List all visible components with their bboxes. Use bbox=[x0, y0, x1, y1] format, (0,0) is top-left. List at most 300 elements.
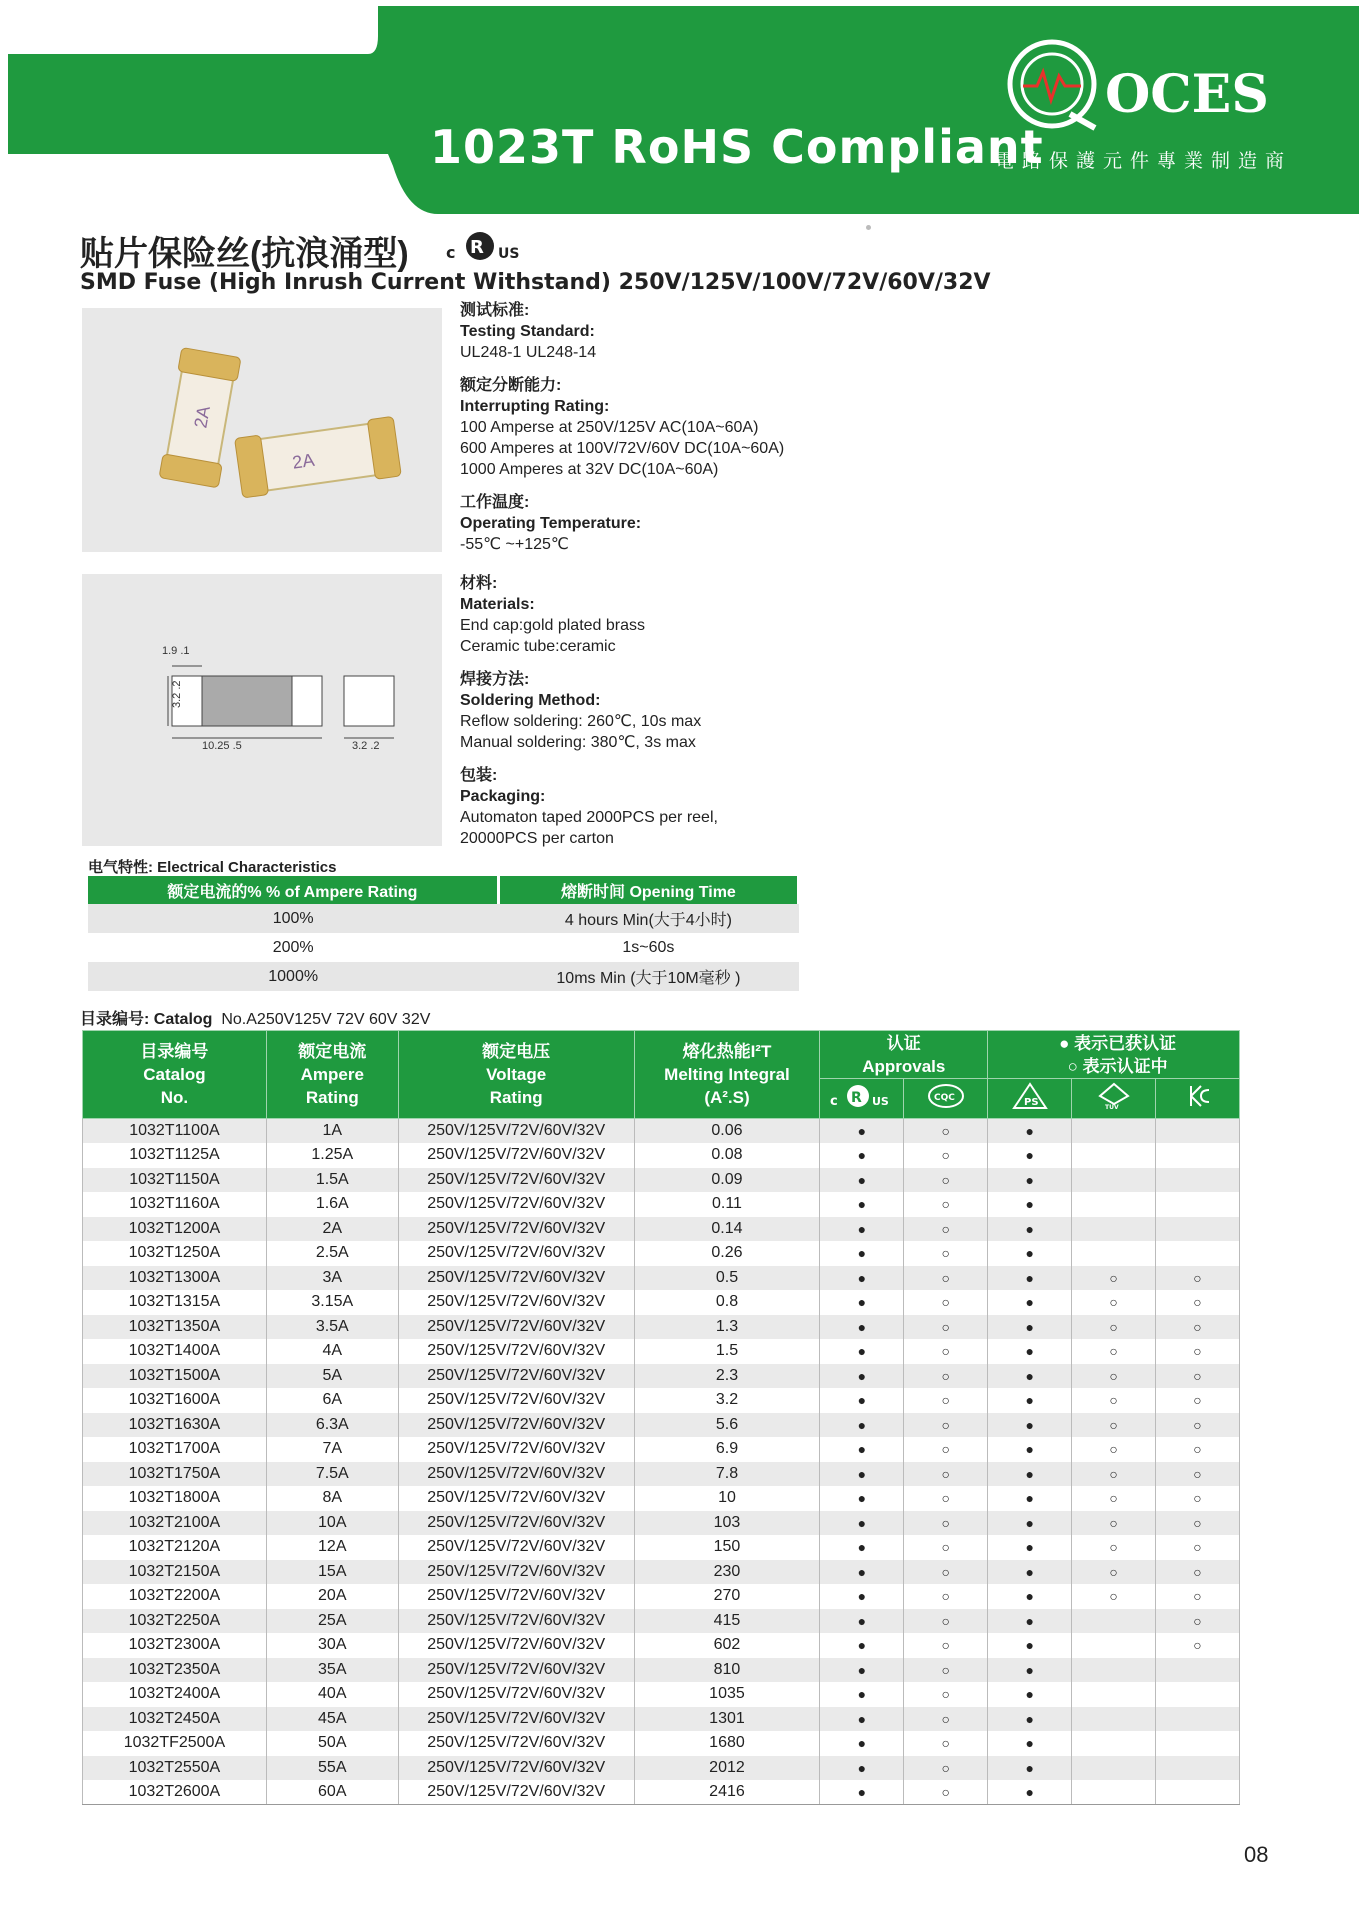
approval-mark: ● bbox=[820, 1315, 904, 1340]
table-cell: 0.09 bbox=[634, 1168, 820, 1193]
table-cell: 2416 bbox=[634, 1780, 820, 1805]
table-cell: 7.5A bbox=[266, 1462, 398, 1487]
table-cell: 45A bbox=[266, 1707, 398, 1732]
table-cell: 250V/125V/72V/60V/32V bbox=[398, 1560, 634, 1585]
approval-mark: ● bbox=[820, 1609, 904, 1634]
table-cell: 602 bbox=[634, 1633, 820, 1658]
oces-logo bbox=[1005, 36, 1305, 131]
approval-mark: ○ bbox=[904, 1535, 988, 1560]
header-catalog bbox=[83, 1031, 267, 1119]
approval-mark: ○ bbox=[1156, 1511, 1240, 1536]
table-cell: 1032T1400A bbox=[83, 1339, 267, 1364]
table-cell: 250V/125V/72V/60V/32V bbox=[398, 1413, 634, 1438]
table-cell: 0.14 bbox=[634, 1217, 820, 1242]
approval-mark: ○ bbox=[904, 1339, 988, 1364]
approval-mark bbox=[1072, 1682, 1156, 1707]
approval-mark: ● bbox=[988, 1707, 1072, 1732]
header-line: 认证 bbox=[886, 1033, 921, 1053]
spec-en: Packaging: bbox=[460, 788, 546, 805]
table-cell: 250V/125V/72V/60V/32V bbox=[398, 1584, 634, 1609]
dim-c: 10.25 .5 bbox=[202, 740, 242, 752]
approval-mark bbox=[1072, 1707, 1156, 1732]
electrical-table bbox=[88, 876, 800, 991]
approval-mark: ● bbox=[820, 1388, 904, 1413]
cell: 10ms Min (大于10M毫秒 ) bbox=[498, 962, 798, 991]
table-row bbox=[83, 1192, 1240, 1217]
approval-mark: ● bbox=[988, 1486, 1072, 1511]
approval-mark bbox=[1156, 1241, 1240, 1266]
approval-tuv-icon bbox=[1072, 1079, 1156, 1119]
approval-mark: ● bbox=[820, 1266, 904, 1291]
spec-materials bbox=[460, 573, 880, 657]
approval-mark: ○ bbox=[1156, 1437, 1240, 1462]
elec-header-rating: 额定电流的% % of Ampere Rating bbox=[88, 876, 498, 904]
table-cell: 250V/125V/72V/60V/32V bbox=[398, 1143, 634, 1168]
table-cell: 8A bbox=[266, 1486, 398, 1511]
table-cell: 40A bbox=[266, 1682, 398, 1707]
approval-mark: ● bbox=[988, 1119, 1072, 1144]
table-cell: 1032T2600A bbox=[83, 1780, 267, 1805]
table-cell: 1035 bbox=[634, 1682, 820, 1707]
approval-mark: ● bbox=[820, 1731, 904, 1756]
spec-en: Operating Temperature: bbox=[460, 515, 642, 532]
approval-mark: ○ bbox=[904, 1462, 988, 1487]
approval-mark: ● bbox=[988, 1633, 1072, 1658]
svg-text:US: US bbox=[871, 1094, 889, 1108]
approval-mark: ○ bbox=[904, 1609, 988, 1634]
table-row bbox=[83, 1217, 1240, 1242]
approval-mark: ● bbox=[820, 1535, 904, 1560]
table-cell: 6.9 bbox=[634, 1437, 820, 1462]
approval-mark: ○ bbox=[904, 1658, 988, 1683]
approval-mark: ○ bbox=[904, 1584, 988, 1609]
drawing-end-view bbox=[344, 676, 394, 726]
approval-mark: ○ bbox=[904, 1315, 988, 1340]
table-cell: 25A bbox=[266, 1609, 398, 1634]
table-cell: 250V/125V/72V/60V/32V bbox=[398, 1339, 634, 1364]
table-cell: 0.5 bbox=[634, 1266, 820, 1291]
table-cell: 1032T1150A bbox=[83, 1168, 267, 1193]
approval-mark: ○ bbox=[904, 1413, 988, 1438]
table-cell: 270 bbox=[634, 1584, 820, 1609]
table-cell: 3A bbox=[266, 1266, 398, 1291]
table-row bbox=[83, 1560, 1240, 1585]
table-cell: 1032T2450A bbox=[83, 1707, 267, 1732]
approval-mark: ● bbox=[988, 1192, 1072, 1217]
approval-mark: ● bbox=[988, 1658, 1072, 1683]
table-cell: 250V/125V/72V/60V/32V bbox=[398, 1290, 634, 1315]
table-cell: 7.8 bbox=[634, 1462, 820, 1487]
approval-mark bbox=[1072, 1241, 1156, 1266]
cell: 100% bbox=[88, 904, 498, 933]
catalog-line bbox=[80, 1006, 430, 1029]
table-row bbox=[83, 1633, 1240, 1658]
approval-pse-icon bbox=[988, 1079, 1072, 1119]
approval-mark: ○ bbox=[904, 1756, 988, 1781]
approval-mark: ○ bbox=[1072, 1486, 1156, 1511]
legend-pending: ○ 表示认证中 bbox=[1067, 1056, 1168, 1076]
table-row bbox=[83, 1290, 1240, 1315]
approval-mark: ● bbox=[988, 1462, 1072, 1487]
approval-mark bbox=[1156, 1658, 1240, 1683]
approval-mark: ○ bbox=[1156, 1364, 1240, 1389]
spec-en: Interrupting Rating: bbox=[460, 398, 610, 415]
svg-text:PS: PS bbox=[1023, 1096, 1039, 1108]
approval-mark: ● bbox=[820, 1658, 904, 1683]
header-ampere bbox=[266, 1031, 398, 1119]
header-approvals bbox=[820, 1031, 988, 1079]
table-cell: 1.3 bbox=[634, 1315, 820, 1340]
approval-mark: ○ bbox=[1072, 1388, 1156, 1413]
approval-mark: ● bbox=[988, 1756, 1072, 1781]
table-cell: 0.26 bbox=[634, 1241, 820, 1266]
cell: 200% bbox=[272, 938, 314, 956]
svg-text:US: US bbox=[498, 246, 520, 262]
approval-mark: ● bbox=[820, 1364, 904, 1389]
table-cell: 3.2 bbox=[634, 1388, 820, 1413]
fuse-label: 2A bbox=[190, 404, 214, 430]
approval-mark bbox=[1072, 1217, 1156, 1242]
table-cell: 250V/125V/72V/60V/32V bbox=[398, 1315, 634, 1340]
approval-mark: ● bbox=[988, 1413, 1072, 1438]
table-cell: 1032T1750A bbox=[83, 1462, 267, 1487]
table-cell: 1032T1500A bbox=[83, 1364, 267, 1389]
table-cell: 1032T2250A bbox=[83, 1609, 267, 1634]
table-row bbox=[83, 1609, 1240, 1634]
approval-mark: ○ bbox=[1156, 1266, 1240, 1291]
approval-mark: ● bbox=[820, 1462, 904, 1487]
approval-mark bbox=[1156, 1682, 1240, 1707]
spec-list bbox=[460, 300, 880, 861]
spec-cn: 额定分断能力: bbox=[460, 377, 562, 394]
approval-mark bbox=[1072, 1780, 1156, 1805]
table-cell: 250V/125V/72V/60V/32V bbox=[398, 1462, 634, 1487]
table-cell: 2.5A bbox=[266, 1241, 398, 1266]
approval-mark bbox=[1072, 1119, 1156, 1144]
table-cell: 1032T2150A bbox=[83, 1560, 267, 1585]
table-cell: 250V/125V/72V/60V/32V bbox=[398, 1486, 634, 1511]
table-row bbox=[88, 933, 799, 962]
table-row bbox=[83, 1658, 1240, 1683]
table-row bbox=[83, 1413, 1240, 1438]
approval-mark: ○ bbox=[1156, 1413, 1240, 1438]
approval-mark: ● bbox=[988, 1780, 1072, 1805]
cell: 1000% bbox=[88, 962, 498, 991]
approval-mark: ● bbox=[820, 1707, 904, 1732]
spec-line: -55℃ ~+125℃ bbox=[460, 536, 569, 553]
table-cell: 1032T1630A bbox=[83, 1413, 267, 1438]
spec-cn: 测试标准: bbox=[460, 302, 530, 319]
header-line: 额定电流 bbox=[298, 1042, 367, 1061]
approval-mark: ● bbox=[820, 1560, 904, 1585]
header-line: Approvals bbox=[862, 1056, 946, 1076]
approval-mark bbox=[1156, 1731, 1240, 1756]
table-row bbox=[88, 962, 799, 991]
table-cell: 250V/125V/72V/60V/32V bbox=[398, 1633, 634, 1658]
table-cell: 50A bbox=[266, 1731, 398, 1756]
table-row bbox=[83, 1315, 1240, 1340]
header-line: 目录编号 bbox=[140, 1042, 209, 1061]
spec-line: 100 Amperse at 250V/125V AC(10A~60A) bbox=[460, 419, 759, 436]
table-row bbox=[83, 1535, 1240, 1560]
drawing-body bbox=[202, 676, 292, 726]
table-cell: 1.25A bbox=[266, 1143, 398, 1168]
table-cell: 250V/125V/72V/60V/32V bbox=[398, 1437, 634, 1462]
table-cell: 250V/125V/72V/60V/32V bbox=[398, 1168, 634, 1193]
approval-mark: ● bbox=[820, 1486, 904, 1511]
product-photo bbox=[82, 308, 442, 552]
approval-mark: ● bbox=[988, 1437, 1072, 1462]
fuse-label-2: 2A bbox=[291, 449, 316, 473]
approval-mark: ● bbox=[820, 1437, 904, 1462]
table-cell: 250V/125V/72V/60V/32V bbox=[398, 1658, 634, 1683]
spec-en: Materials: bbox=[460, 596, 535, 613]
approval-mark: ● bbox=[820, 1217, 904, 1242]
table-cell: 1032T1160A bbox=[83, 1192, 267, 1217]
table-row bbox=[83, 1462, 1240, 1487]
approval-mark: ● bbox=[820, 1241, 904, 1266]
table-row bbox=[83, 1780, 1240, 1805]
catalog-value: No.A250V125V 72V 60V 32V bbox=[221, 1011, 431, 1028]
approval-mark: ● bbox=[988, 1315, 1072, 1340]
table-cell: 1032T1600A bbox=[83, 1388, 267, 1413]
approval-mark bbox=[1156, 1119, 1240, 1144]
header-line: Melting Integral bbox=[664, 1065, 790, 1084]
table-row bbox=[83, 1584, 1240, 1609]
table-row bbox=[88, 904, 799, 933]
approval-mark: ○ bbox=[904, 1364, 988, 1389]
approval-cul-icon bbox=[820, 1079, 904, 1119]
table-cell: 1032T1125A bbox=[83, 1143, 267, 1168]
spec-en: Testing Standard: bbox=[460, 323, 595, 340]
approval-mark: ○ bbox=[1156, 1535, 1240, 1560]
approval-mark: ● bbox=[988, 1339, 1072, 1364]
table-row bbox=[83, 1511, 1240, 1536]
approval-mark: ● bbox=[988, 1682, 1072, 1707]
table-row bbox=[83, 1119, 1240, 1144]
table-row bbox=[83, 1266, 1240, 1291]
approval-mark: ● bbox=[988, 1388, 1072, 1413]
spec-line: Manual soldering: 380℃, 3s max bbox=[460, 734, 696, 751]
elec-header-time: 熔断时间 Opening Time bbox=[498, 876, 798, 904]
drawing-cap-right bbox=[292, 676, 322, 726]
table-cell: 1A bbox=[266, 1119, 398, 1144]
spec-line: 600 Amperes at 100V/72V/60V DC(10A~60A) bbox=[460, 440, 785, 457]
spec-cn: 材料: bbox=[460, 575, 498, 592]
table-cell: 5.6 bbox=[634, 1413, 820, 1438]
table-cell: 1032T1100A bbox=[83, 1119, 267, 1144]
table-cell: 1032T1300A bbox=[83, 1266, 267, 1291]
table-cell: 3.5A bbox=[266, 1315, 398, 1340]
approval-mark bbox=[1072, 1756, 1156, 1781]
approval-mark: ● bbox=[820, 1143, 904, 1168]
table-row bbox=[83, 1682, 1240, 1707]
approval-mark: ○ bbox=[1156, 1388, 1240, 1413]
table-cell: 1032T2550A bbox=[83, 1756, 267, 1781]
approval-mark: ● bbox=[988, 1535, 1072, 1560]
dim-d: 3.2 .2 bbox=[352, 740, 380, 752]
product-title-cn: 贴片保险丝(抗浪涌型) bbox=[80, 235, 409, 273]
table-cell: 250V/125V/72V/60V/32V bbox=[398, 1682, 634, 1707]
svg-text:R: R bbox=[850, 1089, 862, 1106]
approval-mark: ● bbox=[988, 1290, 1072, 1315]
table-cell: 6.3A bbox=[266, 1413, 398, 1438]
approval-mark bbox=[1156, 1217, 1240, 1242]
table-cell: 10 bbox=[634, 1486, 820, 1511]
table-cell: 250V/125V/72V/60V/32V bbox=[398, 1241, 634, 1266]
approval-mark: ● bbox=[820, 1682, 904, 1707]
approval-mark: ○ bbox=[904, 1266, 988, 1291]
approval-mark: ● bbox=[988, 1241, 1072, 1266]
header-voltage bbox=[398, 1031, 634, 1119]
table-cell: 1301 bbox=[634, 1707, 820, 1732]
table-cell: 1032T1350A bbox=[83, 1315, 267, 1340]
table-cell: 60A bbox=[266, 1780, 398, 1805]
approval-mark: ○ bbox=[904, 1168, 988, 1193]
table-cell: 2.3 bbox=[634, 1364, 820, 1389]
table-cell: 10A bbox=[266, 1511, 398, 1536]
cul-us-icon bbox=[446, 230, 524, 262]
table-cell: 35A bbox=[266, 1658, 398, 1683]
legend-approved: ● 表示已获认证 bbox=[1059, 1033, 1177, 1053]
table-row bbox=[83, 1707, 1240, 1732]
brand-subtitle: 電路保護元件專業制造商 bbox=[995, 151, 1293, 172]
approval-kc-icon bbox=[1156, 1079, 1240, 1119]
table-cell: 1032T1700A bbox=[83, 1437, 267, 1462]
approval-mark bbox=[1072, 1731, 1156, 1756]
approval-mark: ○ bbox=[1156, 1609, 1240, 1634]
approval-mark: ○ bbox=[1072, 1315, 1156, 1340]
table-row bbox=[83, 1168, 1240, 1193]
approval-mark: ● bbox=[988, 1364, 1072, 1389]
header-line: Rating bbox=[305, 1088, 359, 1107]
approval-mark: ● bbox=[820, 1511, 904, 1536]
approval-mark: ○ bbox=[1072, 1413, 1156, 1438]
table-cell: 1032T2300A bbox=[83, 1633, 267, 1658]
dim-b: 3.2 .2 bbox=[171, 680, 183, 708]
header-line: Rating bbox=[489, 1088, 543, 1107]
approval-mark: ● bbox=[988, 1560, 1072, 1585]
table-cell: 103 bbox=[634, 1511, 820, 1536]
approval-mark: ○ bbox=[1072, 1511, 1156, 1536]
approval-mark bbox=[1072, 1609, 1156, 1634]
table-cell: 1032T2400A bbox=[83, 1682, 267, 1707]
table-cell: 1.6A bbox=[266, 1192, 398, 1217]
spec-interrupting-rating bbox=[460, 375, 880, 480]
spec-line: End cap:gold plated brass bbox=[460, 617, 646, 634]
table-cell: 1.5A bbox=[266, 1168, 398, 1193]
spec-soldering-method bbox=[460, 669, 880, 753]
product-title-en: SMD Fuse (High Inrush Current Withstand) 250V/125V/100V/72V/60V/32V bbox=[80, 270, 991, 295]
approval-mark: ○ bbox=[904, 1388, 988, 1413]
approval-mark: ● bbox=[820, 1192, 904, 1217]
spec-line: 1000 Amperes at 32V DC(10A~60A) bbox=[460, 461, 719, 478]
approval-mark: ○ bbox=[904, 1731, 988, 1756]
approval-mark: ● bbox=[820, 1119, 904, 1144]
table-cell: 1.5 bbox=[634, 1339, 820, 1364]
table-cell: 15A bbox=[266, 1560, 398, 1585]
header-line: Voltage bbox=[486, 1065, 547, 1084]
approval-mark: ○ bbox=[1072, 1462, 1156, 1487]
spec-line: Reflow soldering: 260℃, 10s max bbox=[460, 713, 702, 730]
spec-cn: 焊接方法: bbox=[460, 671, 530, 688]
approval-mark bbox=[1072, 1143, 1156, 1168]
approval-mark: ● bbox=[988, 1731, 1072, 1756]
approval-mark: ○ bbox=[1072, 1437, 1156, 1462]
spec-line: Automaton taped 2000PCS per reel, bbox=[460, 809, 718, 826]
approval-cqc-icon bbox=[904, 1079, 988, 1119]
svg-text:R: R bbox=[470, 237, 484, 258]
approval-mark: ● bbox=[988, 1584, 1072, 1609]
table-cell: 0.11 bbox=[634, 1192, 820, 1217]
header-line: Catalog bbox=[143, 1065, 206, 1084]
table-cell: 250V/125V/72V/60V/32V bbox=[398, 1731, 634, 1756]
page-title: 1023T RoHS Compliant bbox=[430, 120, 1044, 174]
table-cell: 250V/125V/72V/60V/32V bbox=[398, 1119, 634, 1144]
approval-mark: ● bbox=[820, 1633, 904, 1658]
table-cell: 0.08 bbox=[634, 1143, 820, 1168]
approval-mark: ○ bbox=[904, 1511, 988, 1536]
approval-mark: ● bbox=[820, 1339, 904, 1364]
approval-mark bbox=[1156, 1756, 1240, 1781]
approval-mark: ○ bbox=[1072, 1266, 1156, 1291]
approval-mark: ○ bbox=[904, 1119, 988, 1144]
table-cell: 12A bbox=[266, 1535, 398, 1560]
table-cell: 250V/125V/72V/60V/32V bbox=[398, 1535, 634, 1560]
svg-text:c: c bbox=[829, 1093, 838, 1109]
approval-mark: ○ bbox=[1072, 1339, 1156, 1364]
approval-mark: ● bbox=[820, 1168, 904, 1193]
table-cell: 1032T2120A bbox=[83, 1535, 267, 1560]
cell: 1s~60s bbox=[622, 938, 675, 956]
table-cell: 810 bbox=[634, 1658, 820, 1683]
approval-mark: ○ bbox=[904, 1633, 988, 1658]
table-cell: 250V/125V/72V/60V/32V bbox=[398, 1756, 634, 1781]
table-cell: 1032T1200A bbox=[83, 1217, 267, 1242]
approval-mark bbox=[1072, 1658, 1156, 1683]
approval-mark: ● bbox=[988, 1609, 1072, 1634]
table-cell: 4A bbox=[266, 1339, 398, 1364]
table-cell: 5A bbox=[266, 1364, 398, 1389]
header-melting bbox=[634, 1031, 820, 1119]
approval-mark: ○ bbox=[1156, 1462, 1240, 1487]
approval-mark bbox=[1072, 1633, 1156, 1658]
approval-mark: ○ bbox=[904, 1780, 988, 1805]
approval-mark bbox=[1156, 1780, 1240, 1805]
header-line: 熔化热能I²T bbox=[682, 1042, 772, 1061]
approval-mark: ○ bbox=[1072, 1584, 1156, 1609]
table-cell: 250V/125V/72V/60V/32V bbox=[398, 1780, 634, 1805]
spec-cn: 工作温度: bbox=[460, 494, 530, 511]
table-row bbox=[83, 1731, 1240, 1756]
approval-mark: ○ bbox=[904, 1486, 988, 1511]
table-cell: 20A bbox=[266, 1584, 398, 1609]
header-line: 额定电压 bbox=[482, 1042, 551, 1061]
table-cell: 6A bbox=[266, 1388, 398, 1413]
dim-a: 1.9 .1 bbox=[162, 645, 190, 657]
header-line: No. bbox=[160, 1088, 189, 1107]
table-row bbox=[83, 1241, 1240, 1266]
spec-en: Soldering Method: bbox=[460, 692, 601, 709]
table-cell: 1032T1250A bbox=[83, 1241, 267, 1266]
spec-line: Ceramic tube:ceramic bbox=[460, 638, 616, 655]
table-cell: 250V/125V/72V/60V/32V bbox=[398, 1217, 634, 1242]
table-cell: 0.8 bbox=[634, 1290, 820, 1315]
table-cell: 230 bbox=[634, 1560, 820, 1585]
table-cell: 1032T2200A bbox=[83, 1584, 267, 1609]
table-cell: 250V/125V/72V/60V/32V bbox=[398, 1388, 634, 1413]
approval-mark bbox=[1072, 1192, 1156, 1217]
